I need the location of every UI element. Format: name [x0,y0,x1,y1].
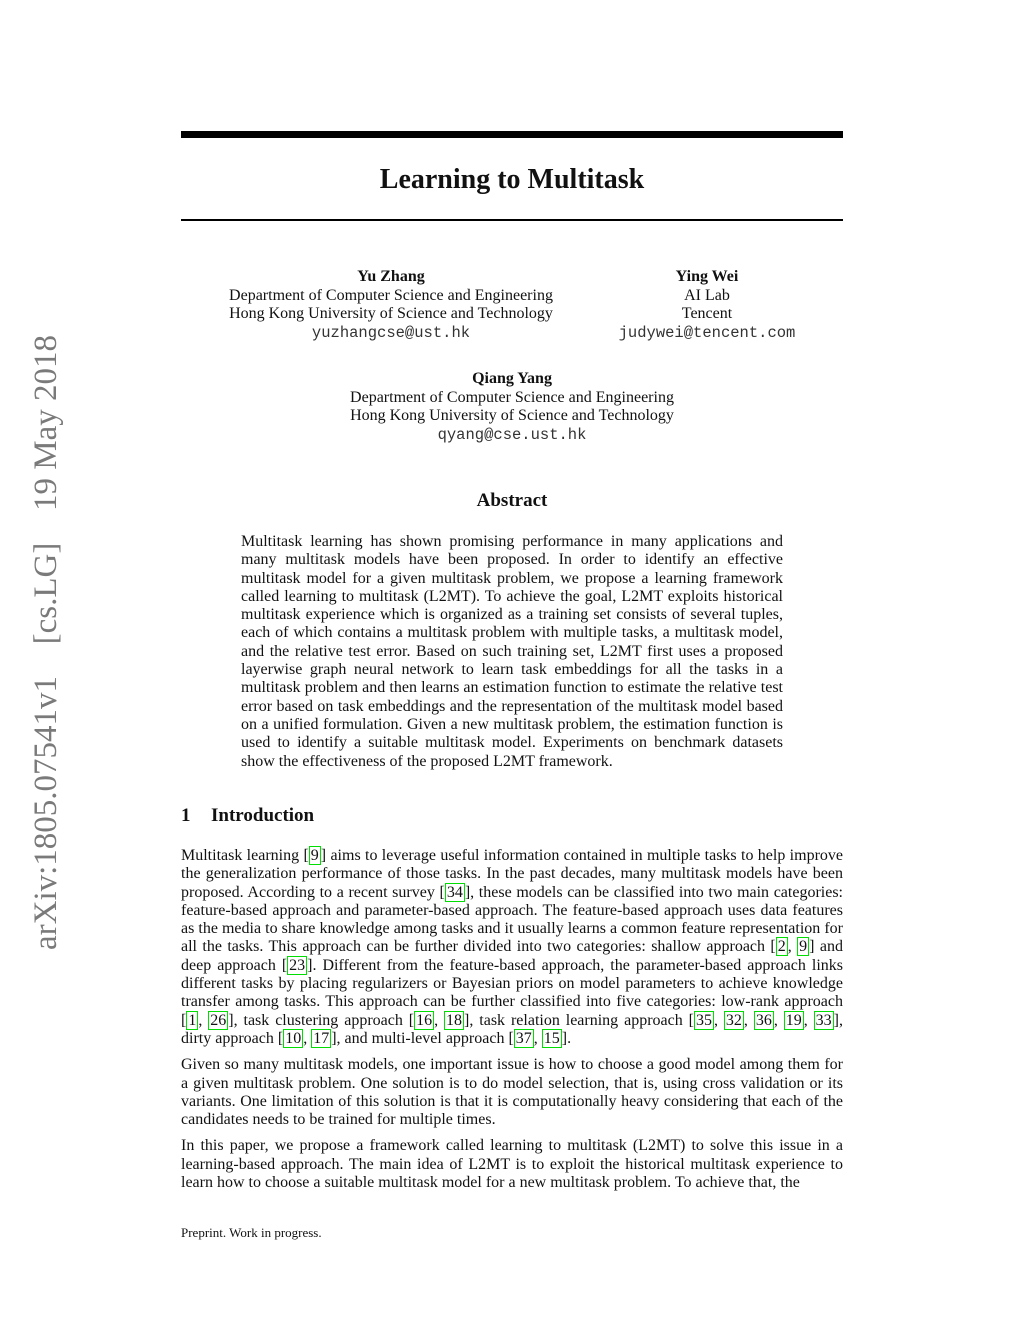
citation-link[interactable]: 35 [695,1011,712,1029]
citation-link[interactable]: 17 [313,1029,330,1047]
author-name: Ying Wei [675,268,739,285]
arxiv-date: 19 May 2018 [28,335,64,511]
text-run: ] and deep approach [ [181,938,844,974]
author-affiliation: Department of Computer Science and Engineering [350,388,674,406]
text-run: , [773,1011,784,1029]
author-affiliation: Hong Kong University of Science and Technology [350,407,674,424]
citation-link[interactable]: 37 [515,1029,532,1047]
introduction-body [181,847,843,1200]
text-run: ], dirty approach [ [181,1011,843,1047]
paper-title: Learning to Multitask [379,164,645,195]
paragraph: Given so many multitask models, one important issue is how to choose a good model among them for a given multitask problem. One solution is to do model selection, that is, using cross validation or its variants. One limitation of this solution is that it is computationally heavy considering that each of the candidates needs to be trained for multiple times. [181,1056,843,1129]
paragraph [181,847,843,1048]
citation-link[interactable]: 36 [755,1011,772,1029]
citation-link[interactable]: 26 [210,1011,227,1029]
citation-link[interactable]: 15 [543,1029,560,1047]
section-title: Introduction [211,805,315,826]
author-block-2 [597,268,817,342]
citation-link[interactable]: 34 [446,883,463,901]
abstract-text: Multitask learning has shown promising performance in many applications and many multitask models have been proposed. In order to identify an effective multitask model for a given multitask problem, we propose a learning framework called learning to multitask (L2MT). To achieve the goal, L2MT exploits historical multitask experience which is organized as a training set consists of several tuples, each of which contains a multitask problem with multiple tasks, a multitask model, and the relative test error. Based on such training set, L2MT first uses a proposed layerwise graph neural network to learn task embeddings for all the tasks in a multitask problem and then learns an estimation function to estimate the relative test error based on task embeddings and the representation of the multitask model based on a unified formulation. Given a new multitask problem, the estimation function is used to identify a suitable multitask model. Experiments on benchmark datasets show the effectiveness of the proposed L2MT framework. [241,533,783,770]
author-affiliation: Department of Computer Science and Engineering [229,286,553,304]
author-affiliation: Hong Kong University of Science and Technology [229,305,553,322]
citation-link[interactable]: 1 [188,1011,197,1029]
author-block-1 [191,268,591,342]
citation-link[interactable]: 9 [310,847,319,864]
text-run: , [198,1011,209,1029]
citation-link[interactable]: 23 [289,956,306,974]
text-run: Multitask learning [ [181,847,309,864]
citation-link[interactable]: 16 [416,1011,433,1029]
citation-link[interactable]: 10 [285,1029,302,1047]
section-number: 1 [181,805,191,826]
citation-link[interactable]: 18 [446,1011,463,1029]
author-name: Qiang Yang [472,370,552,387]
author-email[interactable]: qyang@cse.ust.hk [437,425,587,444]
author-email[interactable]: yuzhangcse@ust.hk [311,323,471,342]
text-run: , [787,938,798,956]
title-rule-top [181,131,843,138]
citation-link[interactable]: 2 [777,938,786,956]
text-run: ], these models can be classified into two main categories: feature-based approach and parameter-based approach. The feature-based approach uses data features as the media to share knowledge among tasks and it usually learns a common feature representation for all the tasks. This approach can be further divided into two categories: shallow approach [ [181,883,844,956]
text-run: , [713,1011,724,1029]
author-affiliation: AI Lab [684,286,730,304]
author-name: Yu Zhang [357,268,425,285]
text-run: ], and multi-level approach [ [331,1029,514,1047]
arxiv-id: arXiv:1805.07541v1 [28,675,64,950]
text-run: , [303,1029,312,1047]
text-run: ]. Different from the feature-based approach, the parameter-based approach links different tasks by placing regularizers or Bayesian priors on model parameters to achieve knowledge transfer among tasks. This approach can be further classified into five categories: low-rank approach [ [181,956,843,1029]
arxiv-stamp [24,335,68,950]
text-run: , [743,1011,754,1029]
text-run: ], task relation learning approach [ [464,1011,694,1029]
citation-link[interactable]: 9 [799,938,808,956]
citation-link[interactable]: 19 [785,1011,802,1029]
text-run: ]. [561,1029,572,1047]
text-run: , [533,1029,542,1047]
citation-link[interactable]: 32 [725,1011,742,1029]
title-rule-bottom [181,219,843,221]
citation-link[interactable]: 33 [815,1011,832,1029]
section-heading [181,803,843,829]
author-email[interactable]: judywei@tencent.com [618,323,796,342]
text-run: , [434,1011,445,1029]
paragraph: In this paper, we propose a framework called learning to multitask (L2MT) to solve this issue in a learning-based approach. The main idea of L2MT is to exploit the historical multitask experience to learn how to choose a suitable multitask model for a new multitask problem. To achieve that, the [181,1137,843,1192]
text-run: ] aims to leverage useful information contained in multiple tasks to help improve the generalization performance of those tasks. In the past decades, many multitask models have been proposed. According to a recent survey [ [181,847,843,901]
abstract-heading: Abstract [476,490,548,511]
footer-note: Preprint. Work in progress. [181,1225,322,1240]
text-run: , [803,1011,814,1029]
arxiv-category: [cs.LG] [28,542,64,645]
author-block-3 [312,370,712,444]
author-affiliation: Tencent [681,305,733,322]
text-run: ], task clustering approach [ [228,1011,415,1029]
arxiv-sidebar [24,335,68,950]
